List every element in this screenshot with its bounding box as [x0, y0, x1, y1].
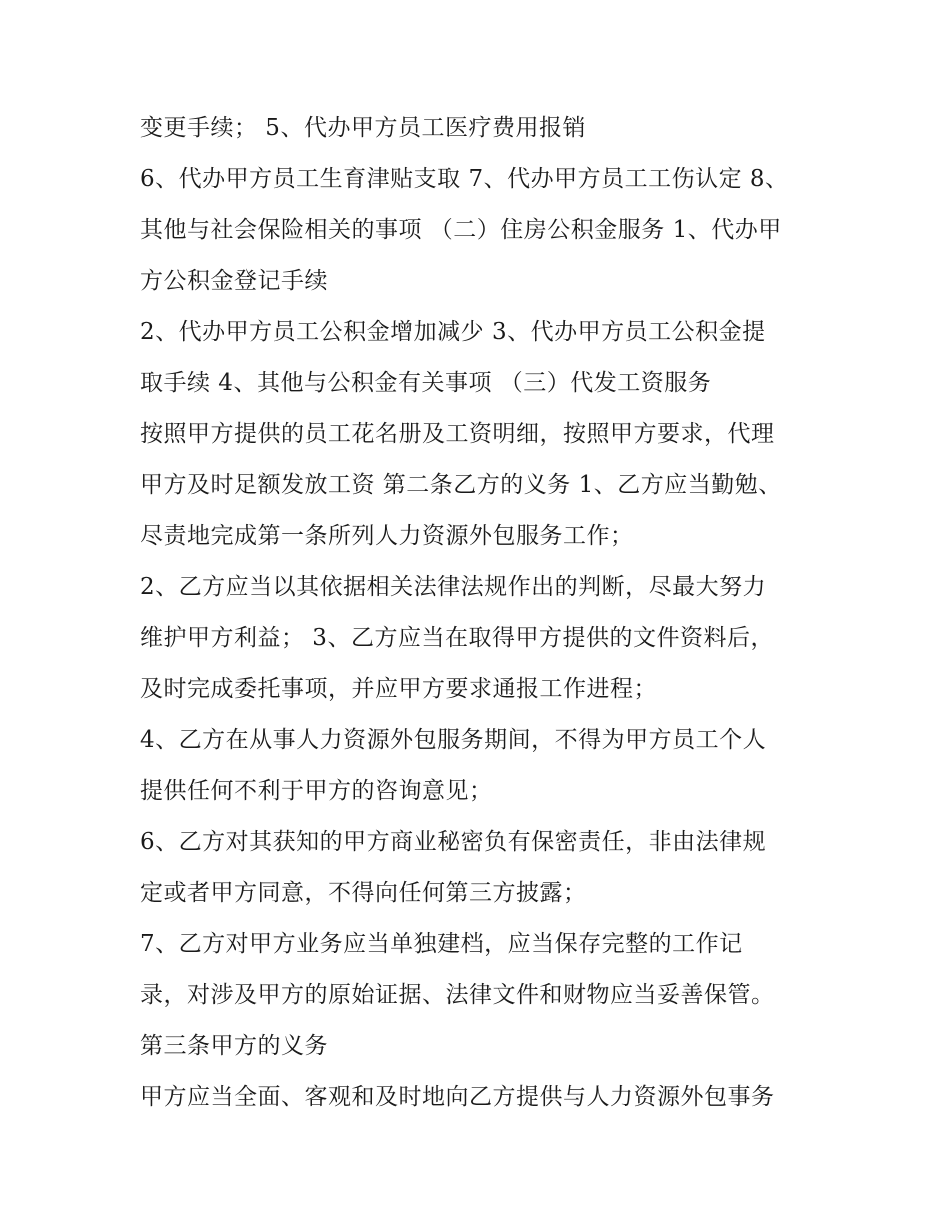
text-line: 其他与社会保险相关的事项 （二）住房公积金服务 1、代办甲 [140, 217, 782, 243]
text-line: 方公积金登记手续 [140, 268, 328, 294]
text-line: 提供任何不利于甲方的咨询意见； [140, 778, 493, 804]
text-line: 6、乙方对其获知的甲方商业秘密负有保密责任，非由法律规 [140, 829, 767, 855]
section-heading: 第三条甲方的义务 [140, 1033, 328, 1059]
text-line: 按照甲方提供的员工花名册及工资明细，按照甲方要求，代理 [140, 421, 775, 447]
text-line: 取手续 4、其他与公积金有关事项 （三）代发工资服务 [140, 370, 712, 396]
text-line: 2、代办甲方员工公积金增加减少 3、代办甲方员工公积金提 [140, 319, 766, 345]
text-line: 录，对涉及甲方的原始证据、法律文件和财物应当妥善保管。 [140, 982, 775, 1008]
text-line: 变更手续； 5、代办甲方员工医疗费用报销 [140, 115, 586, 141]
text-line: 4、乙方在从事人力资源外包服务期间，不得为甲方员工个人 [140, 727, 767, 753]
text-line: 2、乙方应当以其依据相关法律法规作出的判断，尽最大努力 [140, 574, 767, 600]
text-line: 维护甲方利益； 3、乙方应当在取得甲方提供的文件资料后， [140, 625, 774, 651]
document-body [140, 103, 830, 1123]
text-line: 6、代办甲方员工生育津贴支取 7、代办甲方员工工伤认定 8、 [140, 166, 789, 192]
text-line: 甲方应当全面、客观和及时地向乙方提供与人力资源外包事务 [140, 1084, 775, 1110]
text-line: 及时完成委托事项，并应甲方要求通报工作进程； [140, 676, 657, 702]
text-line: 7、乙方对甲方业务应当单独建档，应当保存完整的工作记 [140, 931, 743, 957]
text-line: 定或者甲方同意，不得向任何第三方披露； [140, 880, 587, 906]
text-line: 尽责地完成第一条所列人力资源外包服务工作； [140, 523, 634, 549]
text-line: 甲方及时足额发放工资 第二条乙方的义务 1、乙方应当勤勉、 [140, 472, 782, 498]
